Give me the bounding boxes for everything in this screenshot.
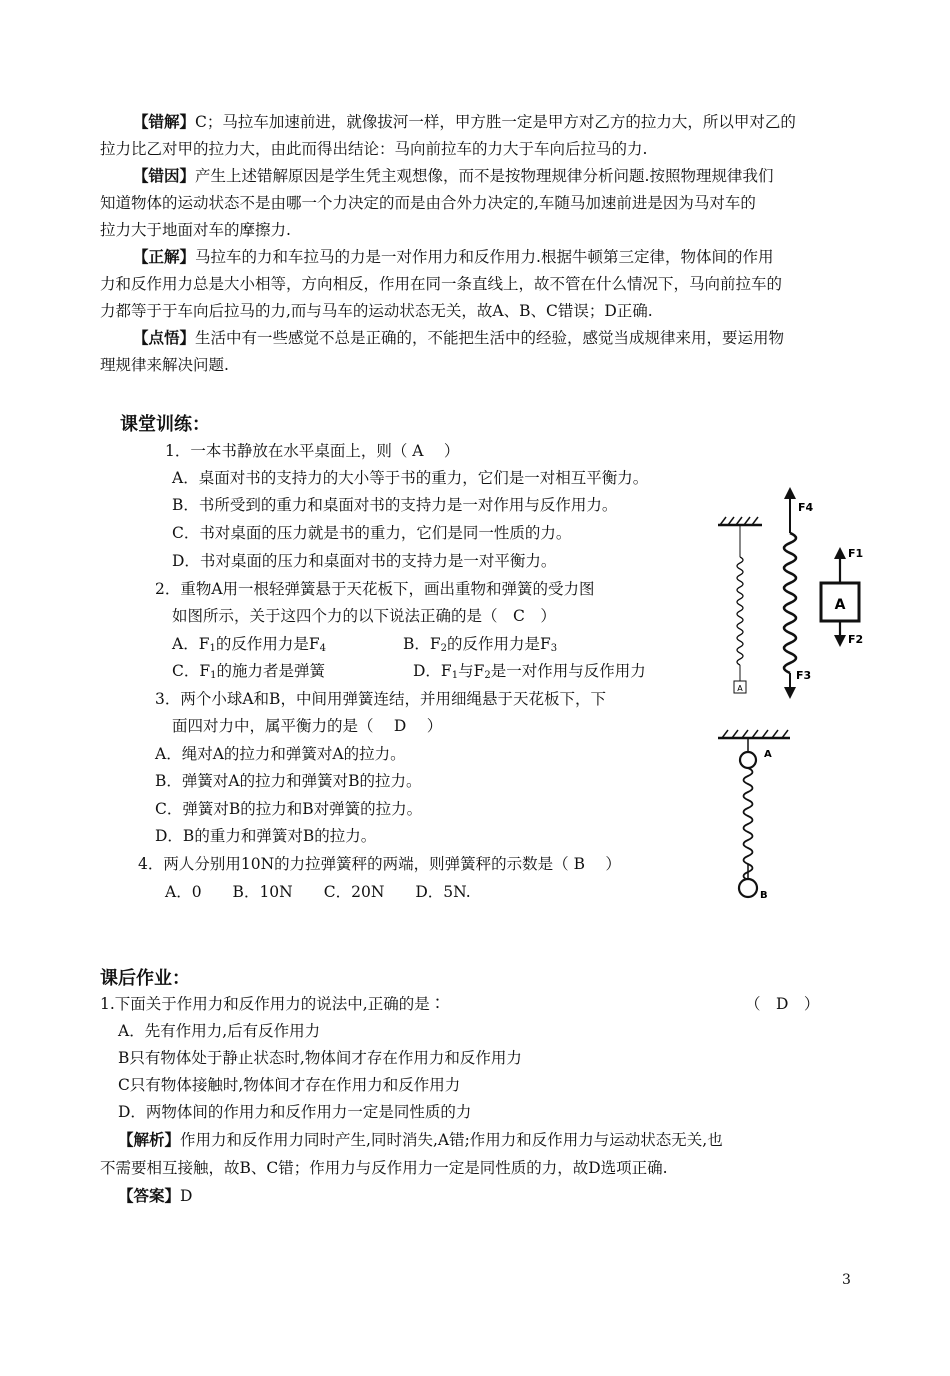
- cuoyin-line-1: 【错因】产生上述错解原因是学生凭主观想像，而不是按物理规律分析问题.按照物理规律我们: [133, 167, 774, 185]
- cw-q2-option-a: A．$F_1$的反作用力是$F_4$: [172, 635, 326, 654]
- cuojie-tag: 【错解】: [133, 113, 196, 131]
- cw-q3-cont: 面四对力中，属平衡力的是（ D ）: [172, 717, 443, 735]
- cw-q1-option-b: B．书所受到的重力和桌面对书的支持力是一对作用与反作用力。: [172, 496, 618, 514]
- cuojie-line-2: 拉力比乙对甲的拉力大，由此而得出结论：马向前拉车的力大于车向后拉马的力.: [100, 140, 648, 158]
- zhengjie-line-1: 【正解】马拉车的力和车拉马的力是一对作用力和反作用力.根据牛顿第三定律，物体间的作用: [133, 248, 774, 266]
- hw-option-d: D．两物体间的作用力和反作用力一定是同性质的力: [118, 1103, 472, 1121]
- jiexi-tag: 【解析】: [118, 1131, 181, 1149]
- ball-b: [739, 879, 757, 897]
- ball-b-label: B: [760, 890, 768, 901]
- cuoyin-line-3: 拉力大于地面对车的摩擦力.: [100, 221, 291, 239]
- ball-a: [740, 752, 756, 768]
- hw-q1-answer: （ D ）: [745, 995, 820, 1013]
- classwork-heading: 课堂训练：: [120, 414, 210, 435]
- cw-q2-option-b: B．$F_2$的反作用力是$F_3$: [403, 635, 558, 654]
- answer-line: 【答案】D: [118, 1187, 193, 1205]
- cw-q1-option-d: D．书对桌面的压力和桌面对书的支持力是一对平衡力。: [172, 552, 557, 570]
- page-number: 3: [842, 1272, 851, 1288]
- cw-q3-option-a: A．绳对A的拉力和弹簧对A的拉力。: [155, 745, 406, 763]
- f4-label: F4: [798, 501, 814, 514]
- dianwu-line-2: 理规律来解决问题.: [100, 356, 229, 374]
- cuoyin-line-2: 知道物体的运动状态不是由哪一个力决定的而是由合外力决定的,车随马加速前进是因为马对车的: [100, 194, 756, 212]
- ball-spring-diagram: [712, 722, 802, 904]
- small-spring: [737, 557, 743, 665]
- cuojie-line-1: 【错解】C；马拉车加速前进，就像拔河一样，甲方胜一定是甲方对乙方的拉力大，所以甲对乙的: [133, 113, 796, 131]
- cw-q1: 1．一本书静放在水平桌面上，则（ A ）: [165, 442, 460, 460]
- cw-q3-option-c: C．弹簧对B的拉力和B对弹簧的拉力。: [155, 800, 423, 818]
- f2-label: F2: [848, 633, 864, 646]
- cw-q1-option-a: A．桌面对书的支持力的大小等于书的重力，它们是一对相互平衡力。: [172, 469, 649, 487]
- hw-option-b: B只有物体处于静止状态时,物体间才存在作用力和反作用力: [118, 1049, 522, 1067]
- cw-q1-option-c: C．书对桌面的压力就是书的重力，它们是同一性质的力。: [172, 524, 572, 542]
- cw-q2-option-d: D．$F_1$与$F_2$是一对作用与反作用力: [413, 662, 646, 681]
- cw-q4-options: A．0 B．10N C．20N D．5N.: [165, 883, 471, 901]
- hw-option-c: C只有物体接触时,物体间才存在作用力和反作用力: [118, 1076, 461, 1094]
- jiexi-line-2: 不需要相互接触，故B、C错；作用力与反作用力一定是同性质的力，故D选项正确.: [100, 1159, 668, 1177]
- zhengjie-tag: 【正解】: [133, 248, 196, 266]
- zhengjie-line-2: 力和反作用力总是大小相等，方向相反，作用在同一条直线上，故不管在什么情况下，马向前拉车的: [100, 275, 783, 293]
- cuoyin-tag: 【错因】: [133, 167, 196, 185]
- homework-heading: 课后作业：: [100, 968, 190, 989]
- cw-q3-option-d: D．B的重力和弹簧对B的拉力。: [155, 827, 377, 845]
- spring-force-diagram: [700, 485, 880, 710]
- cw-q3: 3．两个小球A和B，中间用弹簧连结，并用细绳悬于天花板下，下: [155, 690, 606, 708]
- dianwu-line-1: 【点悟】生活中有一些感觉不总是正确的，不能把生活中的经验，感觉当成规律来用，要运用物: [133, 329, 785, 347]
- cw-q4: 4．两人分别用10N的力拉弹簧秤的两端，则弹簧秤的示数是（ B ）: [138, 855, 621, 873]
- svg-text:A: A: [737, 684, 743, 693]
- cw-q2-option-c: C．$F_1$的施力者是弹簧: [172, 662, 326, 681]
- f1-label: F1: [848, 547, 864, 560]
- big-spring: [784, 533, 796, 673]
- hw-q1: 1.下面关于作用力和反作用力的说法中,正确的是∶: [100, 995, 446, 1013]
- zhengjie-line-3: 力都等于于车向后拉马的力,而与马车的运动状态无关，故A、B、C错误；D正确.: [100, 302, 653, 320]
- dianwu-tag: 【点悟】: [133, 329, 196, 347]
- ball-a-label: A: [764, 749, 772, 760]
- svg-text:A: A: [834, 597, 846, 613]
- hw-option-a: A．先有作用力,后有反作用力: [118, 1022, 321, 1040]
- f3-label: F3: [796, 669, 812, 682]
- cw-q2-cont: 如图所示，关于这四个力的以下说法正确的是（ C ）: [172, 607, 556, 625]
- cw-q3-option-b: B．弹簧对A的拉力和弹簧对B的拉力。: [155, 772, 422, 790]
- cw-q2: 2．重物A用一根轻弹簧悬于天花板下，画出重物和弹簧的受力图: [155, 580, 595, 598]
- daan-tag: 【答案】: [118, 1187, 181, 1205]
- jiexi-line-1: 【解析】作用力和反作用力同时产生,同时消失,A错;作用力和反作用力与运动状态无关,也: [118, 1131, 723, 1149]
